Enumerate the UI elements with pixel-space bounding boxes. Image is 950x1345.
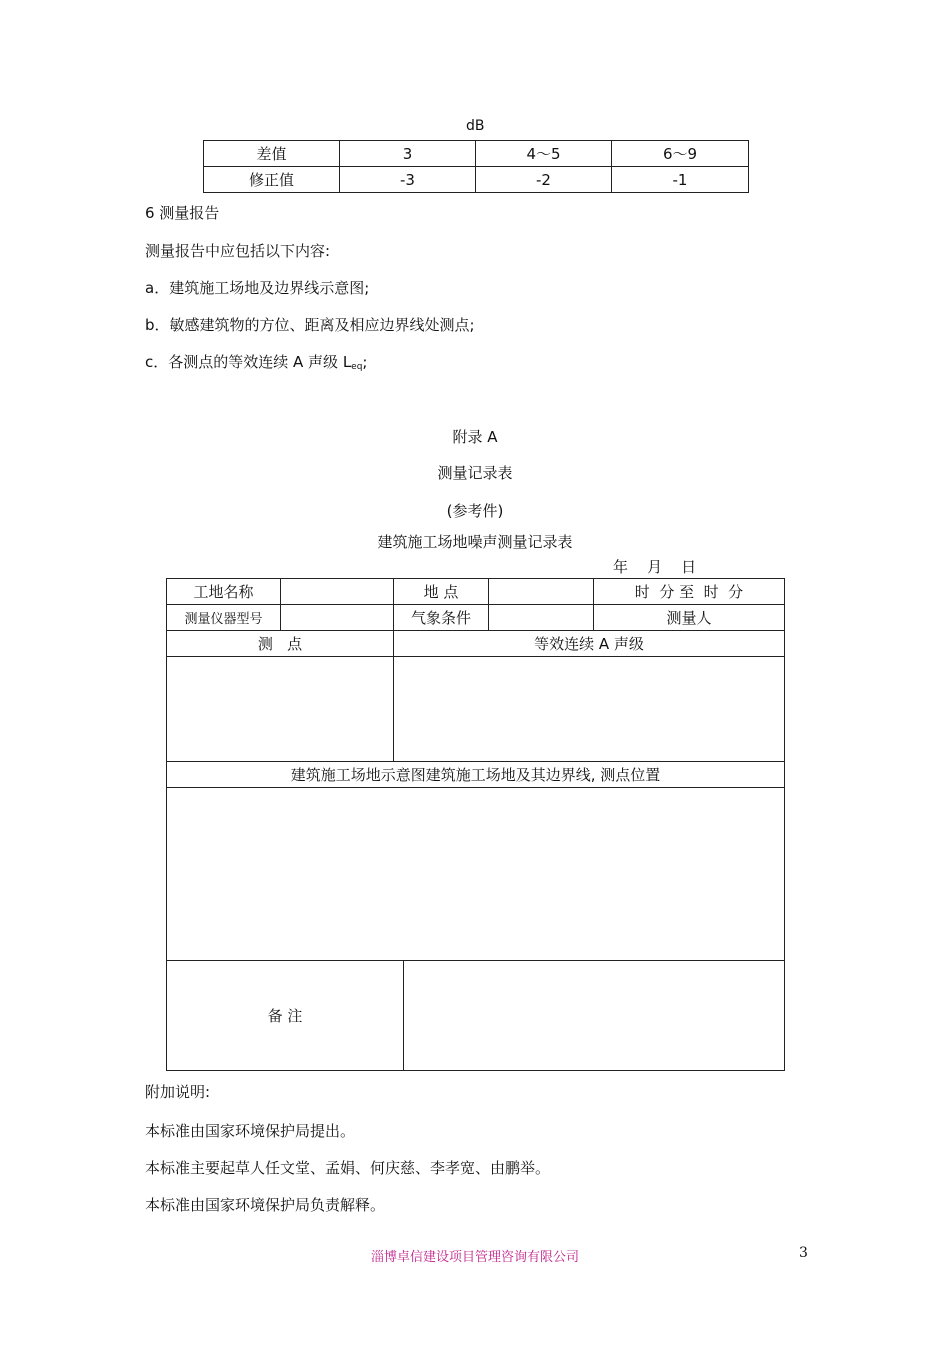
list-item-suffix: ; bbox=[362, 353, 368, 371]
unit-label: dB bbox=[466, 118, 485, 134]
sketch-header: 建筑施工场地示意图建筑施工场地及其边界线, 测点位置 bbox=[167, 762, 785, 788]
correction-label: 修正值 bbox=[204, 167, 340, 193]
instrument-value bbox=[281, 605, 394, 631]
point-value bbox=[167, 657, 394, 762]
time-label: 时 分 至 时 分 bbox=[594, 579, 785, 605]
record-table-title: 建筑施工场地噪声测量记录表 bbox=[377, 533, 573, 551]
date-line: 年 月 日 bbox=[613, 558, 697, 576]
section-heading: 6 测量报告 bbox=[145, 204, 220, 222]
leq-value bbox=[394, 657, 785, 762]
site-name-label: 工地名称 bbox=[167, 579, 281, 605]
page-number: 3 bbox=[799, 1245, 808, 1261]
site-name-value bbox=[281, 579, 394, 605]
table-cell: -2 bbox=[476, 167, 612, 193]
table-row bbox=[167, 605, 785, 631]
weather-value bbox=[489, 605, 594, 631]
weather-label: 气象条件 bbox=[394, 605, 489, 631]
section-intro: 测量报告中应包括以下内容: bbox=[145, 242, 331, 260]
table-row bbox=[167, 788, 785, 961]
table-cell: 6～9 bbox=[612, 141, 749, 167]
table-row bbox=[204, 141, 749, 167]
leq-header: 等效连续 A 声级 bbox=[394, 631, 785, 657]
list-item-text: c．各测点的等效连续 A 声级 L bbox=[145, 353, 352, 371]
table-cell: 4～5 bbox=[476, 141, 612, 167]
table-cell: -3 bbox=[340, 167, 476, 193]
appendix-subtitle: 测量记录表 bbox=[437, 464, 513, 482]
location-value bbox=[489, 579, 594, 605]
table-row bbox=[167, 961, 785, 1071]
list-item: a．建筑施工场地及边界线示意图; bbox=[145, 279, 370, 297]
additional-line: 本标准由国家环境保护局提出。 bbox=[145, 1122, 356, 1140]
table-row bbox=[167, 579, 785, 605]
point-header: 测 点 bbox=[167, 631, 394, 657]
remarks-value bbox=[404, 961, 785, 1071]
table-cell: 3 bbox=[340, 141, 476, 167]
diff-label: 差值 bbox=[204, 141, 340, 167]
record-table bbox=[166, 578, 785, 1071]
location-label: 地 点 bbox=[394, 579, 489, 605]
additional-line: 本标准由国家环境保护局负责解释。 bbox=[145, 1196, 386, 1214]
list-item: b．敏感建筑物的方位、距离及相应边界线处测点; bbox=[145, 316, 475, 334]
table-row bbox=[204, 167, 749, 193]
remarks-label: 备 注 bbox=[167, 961, 404, 1071]
sketch-area bbox=[167, 788, 785, 961]
table-cell: -1 bbox=[612, 167, 749, 193]
subscript: eq bbox=[351, 362, 363, 372]
appendix-note: (参考件) bbox=[446, 502, 504, 520]
measurer-label: 测量人 bbox=[594, 605, 785, 631]
table-row bbox=[167, 762, 785, 788]
correction-table bbox=[203, 140, 749, 193]
instrument-label: 测量仪器型号 bbox=[167, 605, 281, 631]
table-row bbox=[167, 657, 785, 762]
appendix-title: 附录 A bbox=[452, 428, 498, 446]
table-row bbox=[167, 631, 785, 657]
additional-heading: 附加说明: bbox=[145, 1083, 211, 1101]
additional-line: 本标准主要起草人任文堂、孟娟、何庆慈、李孝宽、由鹏举。 bbox=[145, 1159, 551, 1177]
footer-company: 淄博卓信建设项目管理咨询有限公司 bbox=[370, 1250, 579, 1265]
list-item bbox=[145, 351, 367, 372]
